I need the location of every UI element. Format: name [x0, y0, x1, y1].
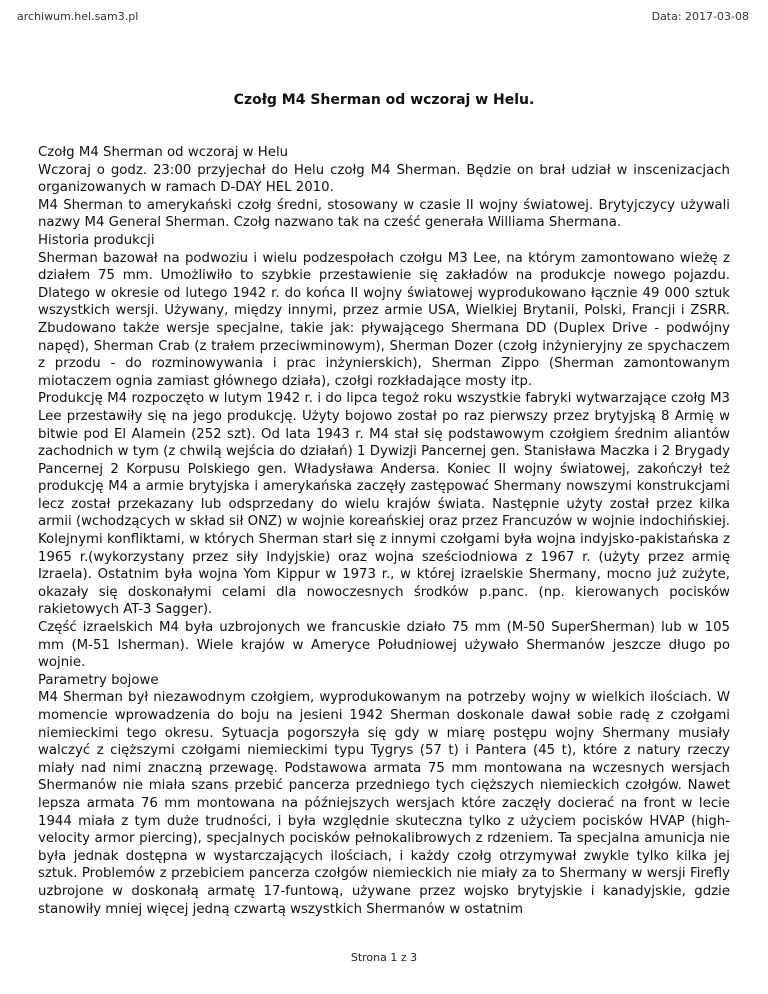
paragraph-intro-heading: Czołg M4 Sherman od wczoraj w Helu: [38, 145, 289, 160]
paragraph-arrival: Wczoraj o godz. 23:00 przyjechał do Helu czołg M4 Sherman. Będzie on brał udział w inscenizacjach organizowanych w ramach D-DAY HEL 2010.: [38, 162, 730, 196]
paragraph-production-2: Produkcję M4 rozpoczęto w lutym 1942 r. i do lipca tegoż roku wszystkie fabryki wytwarzające czołg M3 Lee przestawiły się na jego produkcję. Użyty bojowo został po raz pierwszy przez brytyjską 8 Armię w bitwie pod El Alamein (252 szt). Od lata 1943 r. M4 stał się podstawowym czołgiem średnim aliantów zachodnich w tym (z chwilą wejścia do działań) 1 Dywizji Pancernej gen. Stanisława Maczka i 2 Brygady Pancernej 2 Korpusu Polskiego gen. Władysława Andersa. Koniec II wojny światowej, zakończył też produkcję M4 a armie brytyjska i amerykańska zaczęły zastępować Shermany nowszymi konstrukcjami lecz został przekazany lub odsprzedany do wielu krajów świata. Następnie użyty został przez kilka armii (wchodzących w skład sił ONZ) w wojnie koreańskiej oraz przez Francuzów w wojnie indochińskiej. Kolejnymi konfliktami, w których Sherman starł się z innymi czołgami była wojna indyjsko-pakistańska z 1965 r.(wykorzystany przez siły Indyjskie) oraz wojna sześciodniowa z 1967 r. (użyty przez armię Izraela). Ostatnim była wojna Yom Kippur w 1973 r., w której izraelskie Shermany, mocno już zużyte, okazały się doskonałymi celami dla nowoczesnych środków p.panc. (np. kierowanych pocisków rakietowych AT-3 Sagger).: [38, 391, 730, 618]
paragraph-israeli-variants: Część izraelskich M4 była uzbrojonych we francuskie działo 75 mm (M-50 SuperSherman) lub w 105 mm (M-51 Isherman). Wiele krajów w Ameryce Południowej używało Shermanów jeszcze długo po wojnie.: [38, 620, 730, 671]
document-date: Data: 2017-03-08: [651, 10, 749, 23]
paragraph-combat: M4 Sherman był niezawodnym czołgiem, wyprodukowanym na potrzeby wojny w wielkich ilościach. W momencie wprowadzenia do boju na jesieni 1942 Sherman doskonale dawał sobie radę z czołgami niemieckimi tego okresu. Sytuacja pogorszyła się gdy w miarę postępu wojny Shermany musiały walczyć z cięższymi czołgami niemieckimi typu Tygrys (57 t) i Pantera (45 t), które z natury rzeczy miały nad nimi znaczną przewagę. Podstawowa armata 75 mm montowana na wczesnych wersjach Shermanów nie miała szans przebić pancerza przedniego tych cięższych niemieckich czołgów. Nawet lepsza armata 76 mm montowana na późniejszych wersjach które zaczęły docierać na front w lecie 1944 miała z tym duże trudności, i była względnie skuteczna tylko z użyciem pocisków HVAP (high-velocity armor piercing), specjalnych pocisków pełnokalibrowych z rdzeniem. Ta specjalna amunicja nie była jednak dostępna w wystarczających ilościach, i każdy czołg otrzymywał zwykle tylko kilka jej sztuk. Problemów z przebiciem pancerza czołgów niemieckich nie miały za to Shermany w wersji Firefly uzbrojone w doskonałą armatę 17-funtową, używane przez wojsko brytyjskie i kanadyjskie, gdzie stanowiły mniej więcej jedną czwartą wszystkich Shermanów w ostatnim: [38, 690, 730, 917]
paragraph-production-1: Sherman bazował na podwoziu i wielu podzespołach czołgu M3 Lee, na którym zamontowano wieżę z działem 75 mm. Umożliwiło to szybkie przestawienie się zakładów na produkcje nowego pojazdu. Dlatego w okresie od lutego 1942 r. do końca II wojny światowej wyprodukowano łącznie 49 000 sztuk wszystkich wersji. Używany, między innymi, przez armie USA, Wielkiej Brytanii, Polski, Francji i ZSRR. Zbudowano także wersje specjalne, takie jak: pływającego Shermana DD (Duplex Drive - podwójny napęd), Sherman Crab (z trałem przeciwminowym), Sherman Dozer (czołg inżynieryjny ze spychaczem z przodu - do rozminowywania i prac inżynierskich), Sherman Zippo (Sherman zamontowanym miotaczem ognia zamiast głównego działa), czołgi rozkładające mosty itp.: [38, 250, 730, 389]
page-title: Czołg M4 Sherman od wczoraj w Helu.: [233, 92, 535, 108]
section-heading-production: Historia produkcji: [38, 232, 155, 248]
paragraph-description: M4 Sherman to amerykański czołg średni, stosowany w czasie II wojny światowej. Brytyjczycy używali nazwy M4 General Sherman. Czołg nazwano tak na cześć generała Williama Shermana.: [38, 197, 730, 231]
section-heading-combat: Parametry bojowe: [38, 672, 159, 688]
article-body: [38, 144, 730, 918]
page-number: Strona 1 z 3: [350, 951, 418, 964]
site-url: archiwum.hel.sam3.pl: [17, 10, 139, 23]
